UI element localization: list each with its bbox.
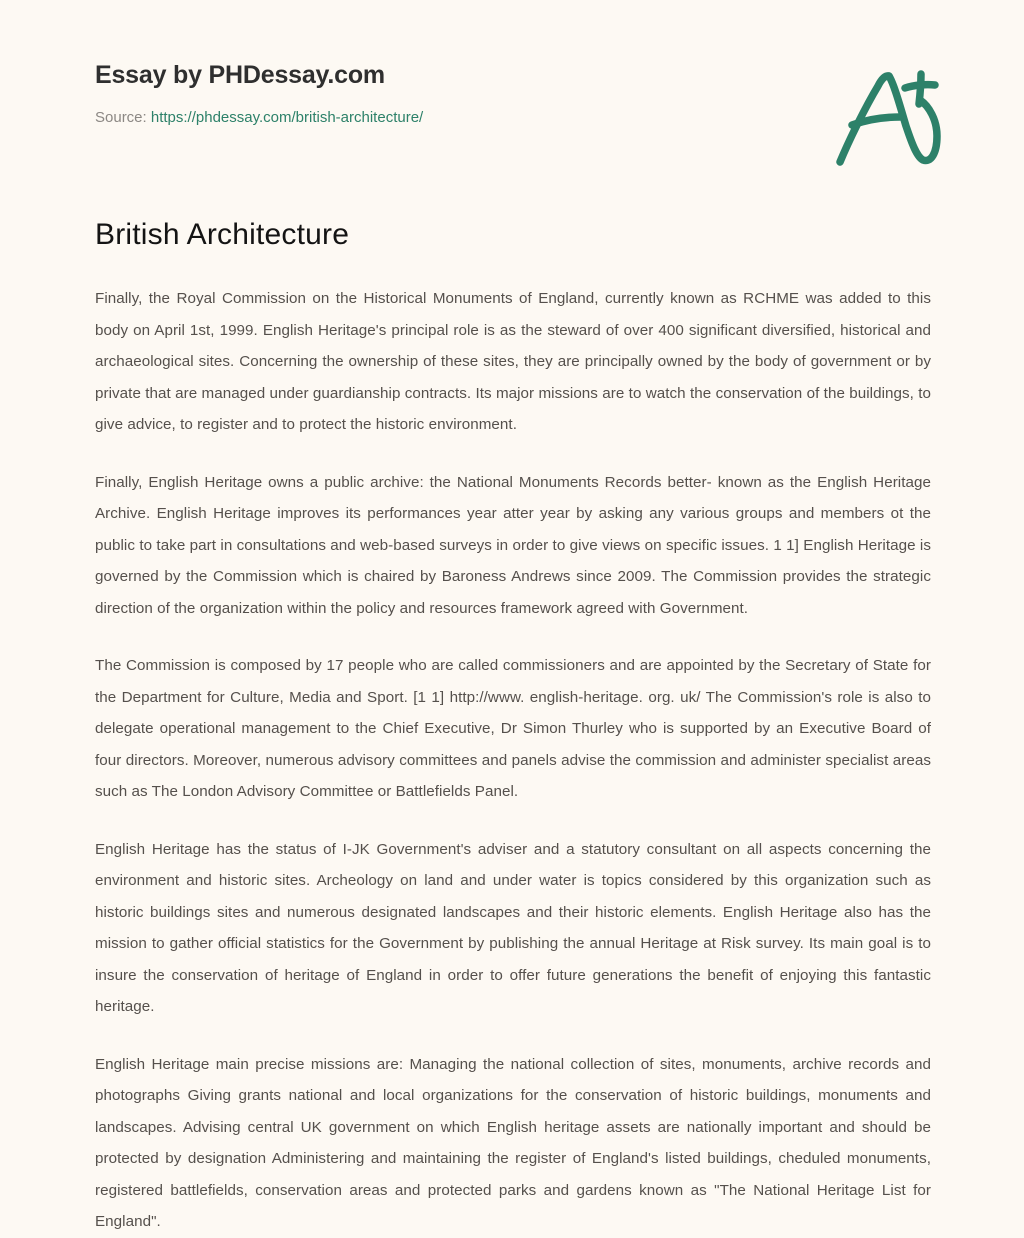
- aplus-logo-icon: [828, 62, 950, 172]
- article-body: [95, 283, 931, 1238]
- paragraph: The Commission is composed by 17 people who are called commissioners and are appointed by the Secretary of State for the Department for Culture, Media and Sport. [1 1] http://www. english-heritage. org. uk/ The Commission's role is also to delegate operational management to the Chief Executive, Dr Simon Thurley who is supported by an Executive Board of four directors. Moreover, numerous advisory committees and panels advise the commission and administer specialist areas such as The London Advisory Committee or Battlefields Panel.: [95, 657, 931, 800]
- brand-title: Essay by PHDessay.com: [95, 61, 385, 89]
- paragraph: Finally, English Heritage owns a public archive: the National Monuments Records better- known as the English Heritage Archive. English Heritage improves its performances year atter year by asking any various groups and members ot the public to take part in consultations and web-based surveys in order to give views on specific issues. 1 1] English Heritage is governed by the Commission which is chaired by Baroness Andrews since 2009. The Commission provides the strategic direction of the organization within the policy and resources framework agreed with Government.: [95, 473, 931, 617]
- source-label: Source:: [95, 109, 151, 126]
- paragraph: English Heritage main precise missions are: Managing the national collection of sites, monuments, archive records and photographs Giving grants national and local organizations for the conservation of historic buildings, monuments and landscapes. Advising central UK government on which English heritage assets are nationally important and should be protected by designation Administering and maintaining the register of England's listed buildings, cheduled monuments, registered battlefields, conservation areas and protected parks and gardens known as "The National Heritage List for England".: [95, 1055, 931, 1230]
- source-url-link[interactable]: https://phdessay.com/british-architecture/: [150, 109, 424, 126]
- page-header: [95, 60, 929, 128]
- page-title: British Architecture: [95, 218, 350, 251]
- paragraph: Finally, the Royal Commission on the Historical Monuments of England, currently known as RCHME was added to this body on April 1st, 1999. English Heritage's principal role is as the steward of over 400 significant diversified, historical and archaeological sites. Concerning the ownership of these sites, they are principally owned by the body of government or by private that are managed under guardianship contracts. Its major missions are to watch the conservation of the buildings, to give advice, to register and to protect the historic environment.: [95, 290, 931, 433]
- paragraph: English Heritage has the status of I-JK Government's adviser and a statutory consultant on all aspects concerning the environment and historic sites. Archeology on land and under water is topics considered by this organization such as historic buildings sites and numerous designated landscapes and their historic elements. English Heritage also has the mission to gather official statistics for the Government by publishing the annual Heritage at Risk survey. Its main goal is to insure the conservation of heritage of England in order to offer future generations the benefit of enjoying this fantastic heritage.: [95, 840, 931, 1015]
- source-line: [95, 108, 929, 128]
